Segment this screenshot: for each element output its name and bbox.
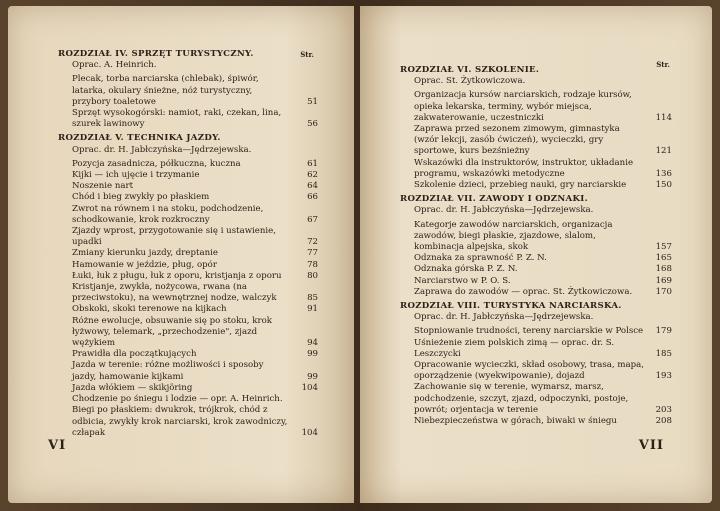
entry-page: 85: [307, 293, 318, 304]
entry-text: Noszenie nart: [72, 181, 134, 192]
entry-text: Organizacja kursów narciarskich, rodzaje kursów, opieka lekarska, terminy, wybór miejsca, zakwaterowanie, uczestniczki: [414, 90, 632, 123]
entry-page: 168: [655, 264, 672, 275]
entry-page: 121: [655, 146, 672, 157]
toc-entry: [400, 220, 672, 254]
entry-text: Pozycja zasadnicza, półkuczna, kuczna: [72, 158, 241, 169]
entry-page: 104: [301, 427, 318, 438]
chapter-title: ROZDZIAŁ VI. SZKOLENIE.: [400, 65, 540, 75]
toc-entry: [58, 271, 318, 282]
entry-page: 77: [307, 248, 318, 259]
toc-entry: [58, 360, 318, 382]
page-column-header: Str.: [656, 60, 670, 69]
entry-text: Zaprawa przed sezonem zimowym, gimnastyka (wzór lekcji, zasób ćwiczeń), wycieczki, gry sportowe, kurs bezśnieżny: [414, 124, 620, 157]
entry-page: 66: [307, 192, 318, 203]
entry-page: 62: [307, 170, 318, 181]
toc-entry: [400, 360, 672, 382]
page-number: VI: [48, 438, 67, 453]
entry-page: 94: [307, 338, 318, 349]
toc-entry: [400, 124, 672, 158]
toc-entry: [58, 192, 318, 203]
entry-page: 136: [655, 168, 672, 179]
chapter-title: ROZDZIAŁ V. TECHNIKA JAZDY.: [58, 133, 221, 144]
chapter-editor: Oprac. dr. H. Jabłczyńska—Jędrzejewska.: [414, 205, 594, 216]
table-of-contents-right: [400, 62, 672, 427]
toc-entry: [400, 416, 672, 427]
entry-text: Odznaka górska P. Z. N.: [414, 264, 518, 275]
entry-page: 99: [307, 371, 318, 382]
toc-entry: [400, 382, 672, 416]
entry-page: 56: [307, 119, 318, 130]
entry-text: Plecak, torba narciarska (chlebak), śpiwór, latarka, okulary śnieżne, nóż turystyczny, przybory toaletowe: [72, 74, 259, 107]
entry-text: Zachowanie się w terenie, wymarsz, marsz, podchodzenie, szczyt, zjazd, odpoczynki, postoje, powrót; orjentacja w terenie: [414, 382, 629, 415]
entry-page: 170: [655, 286, 672, 297]
entry-text: Zmiany kierunku jazdy, dreptanie: [72, 248, 218, 259]
entry-text: Zwrot na równem i na stoku, podchodzenie, schodkowanie, krok rozkroczny: [72, 203, 264, 225]
toc-entry: [58, 304, 318, 315]
entry-text: Szkolenie dzieci, przebieg nauki, gry narciarskie: [414, 180, 627, 191]
entry-text: Odznaka za sprawność P. Z. N.: [414, 253, 547, 264]
toc-entry: [400, 158, 672, 180]
entry-text: Kristjanje, zwykła, nożycowa, rwana (na przeciwstoku), na wewnętrznej nodze, walczyk: [72, 282, 277, 304]
page-column-header: Str.: [300, 50, 314, 59]
entry-text: Łuki, łuk z pługu, łuk z oporu, kristjanja z oporu: [72, 270, 282, 281]
entry-text: Chodzenie po śniegu i lodzie — opr. A. Heinrich. Biegi po płaskiem: dwukrok, trójkrok, chód z odbicia, zwykły krok narciarski, krok zawodniczy, człapak: [72, 394, 288, 438]
chapter-editor: Oprac. dr. H. Jabłczyńska—Jędrzejewska.: [72, 144, 252, 155]
toc-entry: [400, 180, 672, 191]
entry-page: 208: [655, 416, 672, 427]
chapter-title: ROZDZIAŁ IV. SPRZĘT TURYSTYCZNY.: [58, 49, 254, 59]
entry-page: 203: [655, 404, 672, 415]
entry-page: 99: [307, 349, 318, 360]
entry-text: Opracowanie wycieczki, skład osobowy, trasa, mapa, oporządzenie (wyekwipowanie), dojazd: [414, 360, 644, 382]
toc-entry: [400, 253, 672, 264]
entry-text: Zaprawa do zawodów — oprac. St. Żytkowiczowa.: [414, 286, 633, 297]
entry-text: Jazda włókiem — skikjöring: [72, 382, 193, 393]
entry-text: Chód i bieg zwykły po płaskiem: [72, 192, 210, 203]
entry-text: Jazda w terenie: różne możliwości i sposoby jazdy, hamowanie kijkami: [72, 360, 264, 382]
entry-text: Uśnieżenie ziem polskich zimą — oprac. dr. S. Leszczycki: [414, 337, 615, 359]
entry-text: Niebezpieczeństwa w górach, biwaki w śniegu: [414, 416, 617, 427]
toc-entry: [58, 204, 318, 226]
toc-entry: [400, 287, 672, 298]
entry-page: 78: [307, 259, 318, 270]
entry-page: 165: [655, 253, 672, 264]
entry-text: Stopniowanie trudności, tereny narciarskie w Polsce: [414, 326, 644, 337]
toc-entry: [400, 326, 672, 337]
toc-entry: [400, 90, 672, 124]
entry-text: Obskoki, skoki terenowe na kijkach: [72, 304, 227, 315]
entry-page: 67: [307, 214, 318, 225]
toc-entry: [58, 248, 318, 259]
toc-entry: [58, 74, 318, 108]
toc-entry: [58, 170, 318, 181]
toc-entry: [58, 159, 318, 170]
entry-text: Wskazówki dla instruktorów, instruktor, układanie programu, wskazówki metodyczne: [414, 157, 634, 179]
entry-page: 91: [307, 304, 318, 315]
chapter-title: ROZDZIAŁ VII. ZAWODY I ODZNAKI.: [400, 194, 588, 205]
chapter-editor: Oprac. dr. H. Jabłczyńska—Jędrzejewska.: [414, 312, 594, 323]
entry-page: 51: [307, 96, 318, 107]
entry-text: Kijki — ich ujęcie i trzymanie: [72, 170, 200, 181]
entry-text: Hamowanie w jeździe, pług, opór: [72, 259, 217, 270]
table-of-contents-left: [58, 46, 318, 439]
entry-text: Zjazdy wprost, przygotowanie się i ustawienie, upadki: [72, 226, 276, 248]
entry-page: 185: [655, 348, 672, 359]
toc-entry: [58, 260, 318, 271]
toc-entry: [58, 226, 318, 248]
entry-page: 169: [655, 275, 672, 286]
right-page: [360, 6, 712, 503]
toc-entry: [58, 108, 318, 130]
entry-page: 193: [655, 371, 672, 382]
entry-page: 150: [655, 180, 672, 191]
entry-page: 104: [301, 382, 318, 393]
entry-text: Sprzęt wysokogórski: namiot, raki, czekan, lina, szurek lawinowy: [72, 108, 282, 130]
page-number: VII: [638, 438, 664, 453]
toc-entry: [58, 349, 318, 360]
entry-page: 80: [307, 270, 318, 281]
entry-text: Prawidła dla początkujących: [72, 349, 197, 360]
toc-entry: [58, 282, 318, 304]
left-page: [8, 6, 354, 503]
entry-page: 64: [307, 181, 318, 192]
entry-page: 61: [307, 158, 318, 169]
toc-entry: [400, 264, 672, 275]
entry-page: 114: [655, 112, 672, 123]
entry-page: 179: [655, 326, 672, 337]
toc-entry: [58, 383, 318, 394]
toc-entry: [58, 316, 318, 350]
toc-entry: [400, 338, 672, 360]
toc-entry: [58, 181, 318, 192]
toc-entry: [400, 276, 672, 287]
chapter-editor: Oprac. A. Heinrich.: [72, 60, 157, 71]
chapter-title: ROZDZIAŁ VIII. TURYSTYKA NARCIARSKA.: [400, 301, 622, 312]
toc-entry: [58, 394, 318, 439]
entry-text: Narciarstwo w P. O. S.: [414, 275, 511, 286]
entry-text: Różne ewolucje, obsuwanie się po stoku, krok łyżwowy, telemark, „przechodzenie", zjazd wężykiem: [72, 315, 272, 349]
chapter-editor: Oprac. St. Żytkowiczowa.: [414, 76, 526, 87]
entry-text: Kategorje zawodów narciarskich, organizacja zawodów, biegi płaskie, zjazdowe, slalom, kombinacja alpejska, skok: [414, 219, 613, 253]
entry-page: 72: [307, 237, 318, 248]
entry-page: 157: [655, 242, 672, 253]
